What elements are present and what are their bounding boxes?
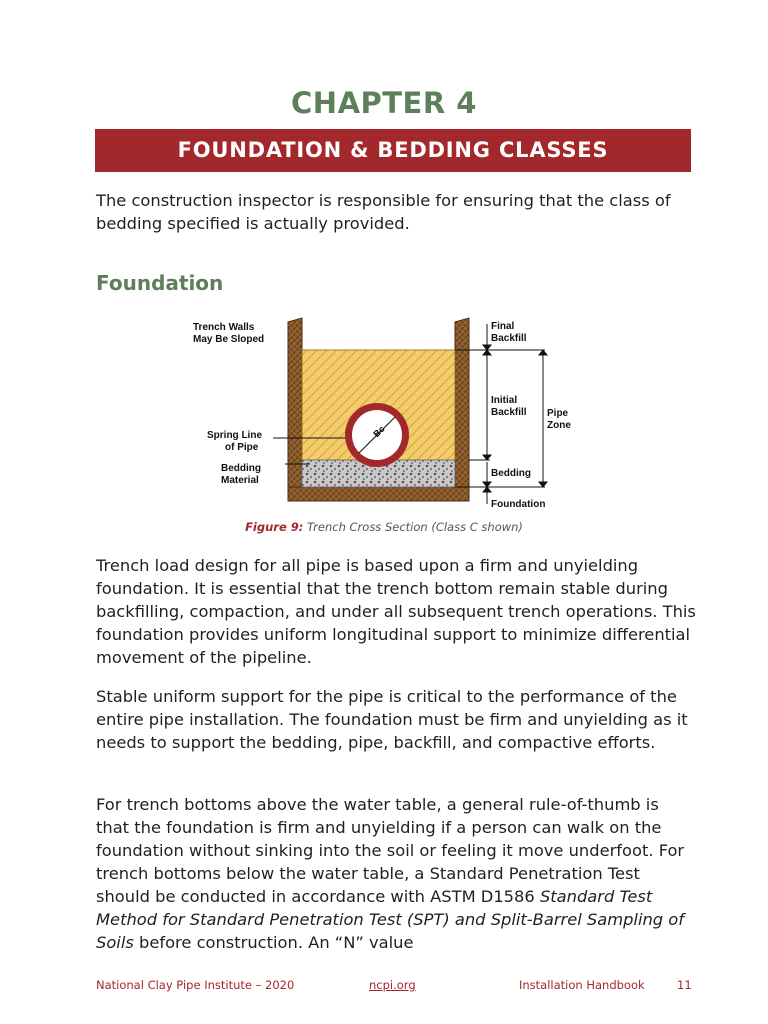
bedding-material-label-2: Material (221, 475, 259, 486)
intro-paragraph: The construction inspector is responsible for ensuring that the class of bedding specified is actually provided. (96, 191, 671, 233)
initial-backfill-label-2: Backfill (491, 407, 527, 418)
pipe-diameter-label: Bc (371, 423, 387, 440)
trench-foundation-base (288, 487, 469, 501)
paragraph-1: Trench load design for all pipe is based upon a firm and unyielding foundation. It is essential that the trench bottom remain stable during backfilling, compaction, and under all subsequent trench operations. This foundation provides uniform longitudinal support to minimize differential movement of the pipeline. (96, 556, 696, 667)
figure-caption-text: Trench Cross Section (Class C shown) (303, 520, 523, 534)
footer-handbook: Installation Handbook (519, 978, 645, 992)
pipe-zone-label-1: Pipe (547, 408, 569, 419)
trench-cross-section-figure (185, 312, 585, 517)
figure-caption (0, 520, 768, 534)
figure-caption-label: Figure 9: (245, 520, 304, 534)
bedding-material-label-1: Bedding (221, 463, 261, 474)
chapter-label: CHAPTER 4 (291, 86, 477, 120)
chapter-title-banner: FOUNDATION & BEDDING CLASSES (95, 129, 691, 172)
section-heading: Foundation (96, 271, 224, 295)
bedding-label: Bedding (491, 468, 531, 479)
foundation-label: Foundation (491, 499, 546, 510)
paragraph-3-text-a: For trench bottoms above the water table, a general rule-of-thumb is that the foundation is firm and unyielding if a person can walk on the foundation without sinking into the soil or feeling it move underfoot. For trench bottoms below the water table, a Standard Penetration Test should be conducted in accordance with ASTM D1586 (96, 795, 685, 906)
initial-backfill-label-1: Initial (491, 395, 518, 406)
trench-walls-label-1: Trench Walls (193, 322, 255, 333)
final-backfill-label-1: Final (491, 321, 515, 332)
footer-website-link[interactable]: ncpi.org (369, 978, 416, 992)
paragraph-3 (96, 793, 696, 954)
astm-standard-title: Standard Test Method for Standard Penetration Test (SPT) and Split-Barrel Sampling of Soils (96, 887, 684, 952)
trench-wall-right (455, 318, 469, 487)
spring-line-label-1: Spring Line (207, 430, 262, 441)
final-backfill-label-2: Backfill (491, 333, 527, 344)
spring-line-label-2: of Pipe (225, 442, 259, 453)
paragraph-2: Stable uniform support for the pipe is critical to the performance of the entire pipe installation. The foundation must be firm and unyielding as it needs to support the bedding, pipe, backfill, and compactive efforts. (96, 687, 688, 752)
paragraph-3-text-b: before construction. An “N” value (133, 933, 414, 952)
footer-page-number: 11 (677, 978, 692, 992)
footer-institute: National Clay Pipe Institute – 2020 (96, 978, 295, 992)
pipe-zone-label-2: Zone (547, 420, 571, 431)
trench-wall-left (288, 318, 302, 487)
trench-walls-label-2: May Be Sloped (193, 334, 265, 345)
